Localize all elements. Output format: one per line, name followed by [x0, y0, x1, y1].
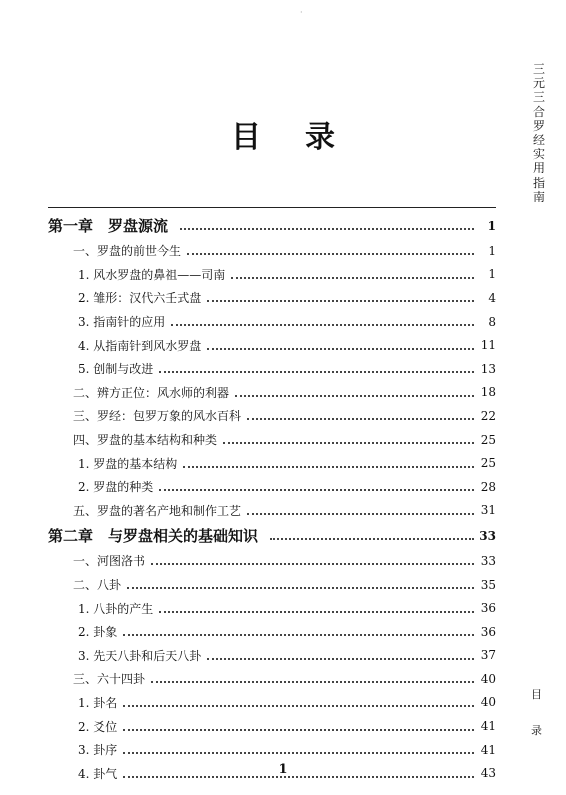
toc-page-number: 37 [480, 648, 496, 663]
toc-item[interactable] [48, 738, 496, 762]
toc-page-number: 41 [480, 719, 496, 734]
toc-entry-title: 3. 先天八卦和后天八卦 [78, 648, 202, 663]
dot-leader [159, 370, 474, 373]
toc-entry-title: 二、辨方正位：风水师的利器 [73, 385, 230, 400]
dot-leader [270, 537, 474, 540]
dot-leader [171, 323, 474, 326]
page-title: 目录 [231, 120, 379, 155]
toc-entry-title: 五、罗盘的著名产地和制作工艺 [73, 503, 242, 518]
side-mark-mu: 目 [531, 688, 542, 701]
dot-leader [183, 465, 474, 468]
toc-page-number: 1 [487, 218, 496, 233]
toc-item[interactable] [48, 475, 496, 499]
toc-page-number: 36 [480, 601, 496, 616]
toc-entry-title: 第二章 与罗盘相关的基础知识 [48, 527, 259, 546]
running-head-vertical: 三元三合罗经实用指南 [532, 62, 545, 204]
toc-item[interactable] [48, 286, 496, 310]
dot-leader [207, 299, 474, 302]
dot-leader [223, 441, 474, 444]
toc-entry-title: 1. 风水罗盘的鼻祖——司南 [78, 267, 226, 282]
toc-page-number: 36 [480, 624, 496, 639]
toc-page-number: 40 [480, 671, 496, 686]
toc-item[interactable] [48, 620, 496, 644]
toc-page-number: 28 [480, 479, 496, 494]
dot-leader [235, 394, 474, 397]
toc-section[interactable] [48, 549, 496, 573]
toc-entry-title: 四、罗盘的基本结构和种类 [73, 433, 218, 448]
toc-item[interactable] [48, 451, 496, 475]
toc-page-number: 13 [480, 361, 496, 376]
toc-entry-title: 三、六十四卦 [73, 672, 146, 687]
dot-leader [159, 610, 474, 613]
toc-page-number: 1 [488, 267, 496, 282]
toc-chapter[interactable] [48, 522, 496, 549]
toc-page-number: 25 [480, 432, 496, 447]
toc-section[interactable] [48, 573, 496, 597]
dot-leader [151, 562, 474, 565]
toc-entry-title: 4. 从指南针到风水罗盘 [78, 338, 202, 353]
side-mark-lu: 录 [531, 724, 542, 737]
toc-entry-title: 1. 罗盘的基本结构 [78, 456, 178, 471]
dot-leader [207, 347, 474, 350]
toc-entry-title: 二、八卦 [73, 578, 122, 593]
dot-leader [231, 276, 474, 279]
toc-entry-title: 第一章 罗盘源流 [48, 217, 169, 235]
toc-entry-title: 2. 雏形：汉代六壬式盘 [78, 291, 202, 306]
toc-chapter[interactable] [48, 212, 496, 239]
toc-item[interactable] [48, 714, 496, 738]
toc-page-number: 11 [480, 338, 496, 353]
toc-section[interactable] [48, 239, 496, 263]
dot-leader [123, 728, 474, 731]
toc-entry-title: 4. 卦气 [78, 766, 118, 781]
dot-leader [123, 633, 474, 636]
toc-item[interactable] [48, 333, 496, 357]
toc-item[interactable] [48, 691, 496, 715]
toc-page-number: 40 [480, 695, 496, 710]
toc-entry-title: 3. 指南针的应用 [78, 315, 166, 330]
toc-entry-title: 2. 罗盘的种类 [78, 480, 154, 495]
toc-item[interactable] [48, 310, 496, 334]
page-number: 1 [278, 762, 288, 777]
toc-section[interactable] [48, 667, 496, 691]
toc-item[interactable] [48, 263, 496, 287]
toc-entry-title: 一、罗盘的前世今生 [73, 244, 182, 259]
toc-entry-title: 2. 卦象 [78, 625, 118, 640]
toc-item[interactable] [48, 644, 496, 668]
dot-leader [207, 657, 474, 660]
dot-leader [159, 488, 474, 491]
toc-page-number: 41 [480, 742, 496, 757]
toc-item[interactable] [48, 357, 496, 381]
toc-page-number: 31 [480, 503, 496, 518]
toc-page-number: 33 [479, 528, 496, 543]
dot-leader [247, 417, 474, 420]
toc-section[interactable] [48, 499, 496, 523]
dot-leader [123, 704, 474, 707]
toc-entry-title: 1. 卦名 [78, 695, 118, 710]
toc-page-number: 35 [480, 577, 496, 592]
toc-entry-title: 2. 爻位 [78, 719, 118, 734]
toc-entry-title: 5. 创制与改进 [78, 362, 154, 377]
toc-section[interactable] [48, 404, 496, 428]
dot-leader [127, 586, 474, 589]
toc-page-number: 25 [480, 456, 496, 471]
toc-page-number: 4 [488, 290, 496, 305]
title-rule [48, 207, 496, 208]
table-of-contents [48, 212, 496, 785]
toc-entry-title: 1. 八卦的产生 [78, 601, 154, 616]
toc-page-number: 1 [488, 243, 496, 258]
toc-entry-title: 三、罗经：包罗万象的风水百科 [73, 409, 242, 424]
dot-leader [151, 680, 474, 683]
toc-page-number: 22 [480, 408, 496, 423]
toc-page-number: 33 [480, 553, 496, 568]
dot-leader [187, 252, 474, 255]
toc-page-number: 8 [488, 314, 496, 329]
toc-entry-title: 一、河图洛书 [73, 554, 146, 569]
top-mark: · [300, 8, 303, 17]
dot-leader [180, 227, 474, 230]
dot-leader [123, 751, 474, 754]
toc-entry-title: 3. 卦序 [78, 743, 118, 758]
toc-page-number: 43 [480, 766, 496, 781]
toc-page-number: 18 [480, 385, 496, 400]
toc-section[interactable] [48, 428, 496, 452]
toc-section[interactable] [48, 381, 496, 405]
dot-leader [247, 512, 474, 515]
toc-item[interactable] [48, 596, 496, 620]
